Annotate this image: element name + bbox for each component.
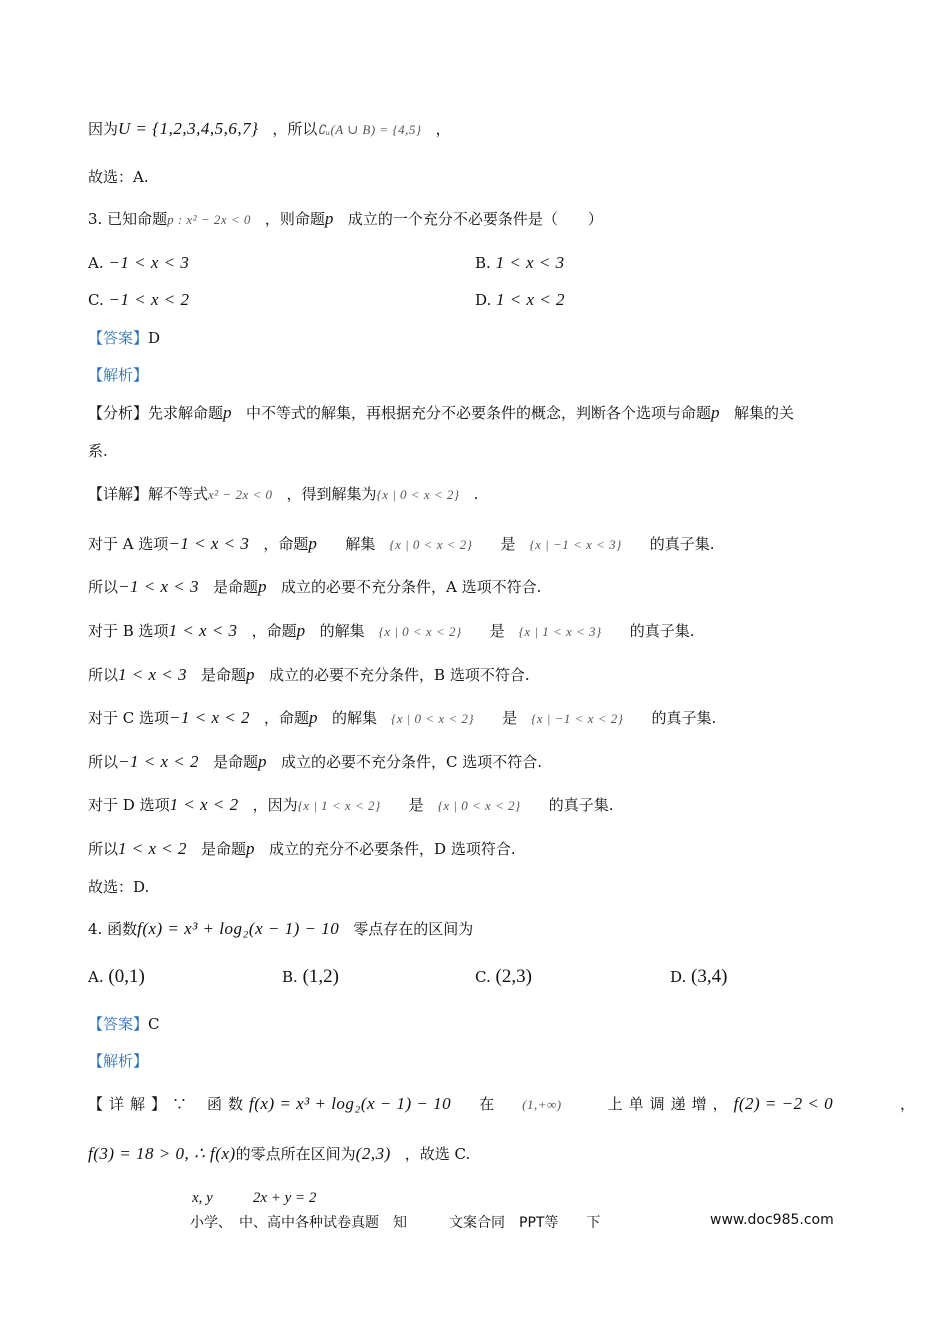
text: 3. 已知命题 bbox=[88, 210, 168, 228]
q3-option-a-conclusion: 所以−1 < x < 3 是命题p 成立的必要不充分条件，A 选项不符合. bbox=[88, 577, 542, 596]
q3-option-b-check: 对于 B 选项1 < x < 3 ，命题p 的解集 {x | 0 < x < 2} 是 {x | 1 < x < 3} 的真子集. bbox=[88, 621, 695, 640]
footer-url: www.doc985.com bbox=[710, 1212, 834, 1228]
q4-option-b: B. (1,2) bbox=[282, 966, 339, 987]
text: ，则命题 bbox=[264, 210, 325, 228]
question-4: 4. 函数f(x) = x³ + log₂(x − 1) − 10 零点存在的区间为 bbox=[88, 919, 474, 938]
q3-option-d-conclusion: 所以1 < x < 2 是命题p 成立的充分不必要条件，D 选项符合. bbox=[88, 839, 516, 858]
q4-detail-1-comma: ， bbox=[900, 1095, 916, 1113]
q3-option-c: C. −1 < x < 2 bbox=[88, 290, 190, 309]
text: ，所以 bbox=[272, 120, 318, 138]
q3-option-d-check: 对于 D 选项1 < x < 2 ，因为{x | 1 < x < 2} 是 {x | 0 < x < 2} 的真子集. bbox=[88, 795, 614, 814]
q3-choose-D: 故选：D. bbox=[88, 878, 150, 896]
q3-option-d: D. 1 < x < 2 bbox=[475, 290, 566, 309]
q3-option-b: B. 1 < x < 3 bbox=[475, 253, 565, 272]
q3-option-c-conclusion: 所以−1 < x < 2 是命题p 成立的必要不充分条件，C 选项不符合. bbox=[88, 752, 543, 771]
text: 成立的一个充分不必要条件是（ ） bbox=[347, 210, 603, 228]
q3-option-a-check: 对于 A 选项−1 < x < 3 ，命题p 解集 {x | 0 < x < 2} 是 {x | −1 < x < 3} 的真子集. bbox=[88, 534, 715, 553]
math: p bbox=[324, 209, 334, 228]
q3-option-a: A. −1 < x < 3 bbox=[88, 253, 190, 272]
q4-answer: 【答案】C bbox=[88, 1015, 160, 1033]
q4-analysis-heading: 【解析】 bbox=[88, 1052, 149, 1070]
q4-detail-1: 【详解】∵ 函数f(x) = x³ + log₂(x − 1) − 10 在 (1,+∞) 上单调递增，f(2) = −2 < 0 bbox=[88, 1094, 834, 1113]
q3-detail-1: 【详解】解不等式x² − 2x < 0 ，得到解集为{x | 0 < x < 2} . bbox=[88, 485, 479, 503]
math: p : x² − 2x < 0 bbox=[167, 212, 251, 227]
q3-answer: 【答案】D bbox=[88, 329, 161, 347]
q3-fenxi-2: 系. bbox=[88, 442, 108, 460]
q3-fenxi-1: 【分析】先求解命题p 中不等式的解集，再根据充分不必要条件的概念，判断各个选项与命题p 解集的关 bbox=[88, 403, 795, 422]
q4-option-a: A. (0,1) bbox=[88, 966, 145, 987]
q4-option-c: C. (2,3) bbox=[475, 966, 532, 987]
math: U = {1,2,3,4,5,6,7} bbox=[118, 119, 259, 138]
text: ， bbox=[435, 120, 451, 138]
footer-text: 小学、 中、高中各种试卷真题 知 文案合同 PPT等 下 bbox=[190, 1215, 601, 1231]
q3-analysis-heading: 【解析】 bbox=[88, 366, 149, 384]
q4-option-d: D. (3,4) bbox=[670, 966, 728, 987]
line-since-U bbox=[88, 118, 451, 141]
page-footer bbox=[190, 1212, 834, 1232]
q3-option-b-conclusion: 所以1 < x < 3 是命题p 成立的必要不充分条件，B 选项不符合. bbox=[88, 665, 530, 684]
text: 因为 bbox=[88, 120, 119, 138]
next-question-fragment: x, y 2x + y = 2 bbox=[192, 1190, 317, 1206]
q3-option-c-check: 对于 C 选项−1 < x < 2 ，命题p 的解集 {x | 0 < x < 2} 是 {x | −1 < x < 2} 的真子集. bbox=[88, 708, 717, 727]
line-choose-A: 故选：A. bbox=[88, 168, 149, 186]
math: ∁ᵤ(A ∪ B) = {4,5} bbox=[317, 122, 422, 137]
q4-detail-2: f(3) = 18 > 0, ∴ f(x)的零点所在区间为(2,3) ，故选 C. bbox=[88, 1144, 471, 1163]
question-3 bbox=[88, 208, 603, 231]
